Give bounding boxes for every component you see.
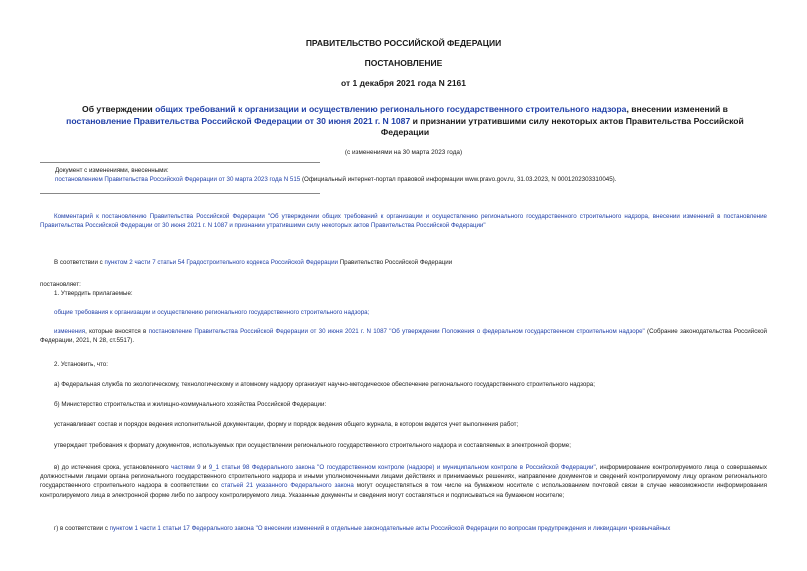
divider-bottom: [40, 193, 320, 194]
item-2b-1: устанавливает состав и порядок ведения исполнительной документации, форму и порядок ведения общего журнала, в котором ведется учет выполнения работ;: [54, 421, 519, 428]
changes-line: [55, 175, 767, 184]
divider-top: [40, 162, 320, 163]
item-1a-link[interactable]: общие требования к организации и осуществлению регионального государственного строительного надзора;: [54, 309, 370, 316]
item-2g: [40, 524, 767, 533]
item-2b: б) Министерство строительства и жилищно-коммунального хозяйства Российской Федерации:: [54, 401, 327, 408]
item-1b-link-decree[interactable]: постановление Правительства Российской Федерации от 30 июня 2021 г. N 1087 "Об утверждении Положения о федеральном государственном строительном надзоре": [148, 328, 645, 335]
basis-text: Правительство Российской Федерации: [338, 259, 453, 266]
act-date-number: от 1 декабря 2021 года N 2161: [340, 78, 467, 88]
basis-text: В соответствии с: [54, 259, 105, 266]
changes-label: Документ с изменениями, внесенными:: [55, 167, 169, 174]
item-2g-text: г) в соответствии с: [54, 525, 110, 532]
item-1b-text: , которые вносятся в: [85, 328, 149, 335]
changes-rest: (Официальный интернет-портал правовой информации www.pravo.gov.ru, 31.03.2023, N 0001202303310045).: [300, 176, 617, 184]
item-2v-link-parts-9[interactable]: частями 9: [171, 464, 201, 471]
document-title: [55, 104, 755, 139]
item-2v-text: в) до истечения срока, установленного: [54, 464, 172, 471]
comment-link[interactable]: Комментарий к постановлению Правительства Российской Федерации "Об утверждении общих требований к организации и осуществлению регионального государственного строительного надзора, внесении изменений в постановление Правительства Российской Федерации от 30 июня 2021 г. N 1087 и признании утратившими силу некоторых актов Правительства Российской Федерации": [40, 213, 767, 230]
title-part: , внесении изменений в: [626, 104, 728, 114]
item-1b-link-changes[interactable]: изменения: [54, 328, 86, 335]
government-heading: ПРАВИТЕЛЬСТВО РОССИЙСКОЙ ФЕДЕРАЦИИ: [305, 38, 502, 48]
act-type-heading: ПОСТАНОВЛЕНИЕ: [364, 58, 443, 68]
basis-paragraph: [40, 258, 767, 267]
item-2a: а) Федеральная служба по экологическому, технологическому и атомному надзору организует научно-методическое обеспечение регионального государственного строительного надзора;: [54, 381, 595, 388]
item-2v-text: могут осуществляться в том числе на бумажном носителе с использованием почтовой связи в случае невозможности информирования контролируемого лица в электронной форме либо по запросу контролируемого лица. Указанные документы и сведения могут составляться и подписываться на бумажном носителе;: [40, 482, 767, 499]
item-2v-text: и: [200, 464, 209, 471]
item-1b: [40, 327, 767, 345]
changes-link-decree-515[interactable]: постановлением Правительства Российской Федерации от 30 марта 2023 года N 515: [55, 176, 301, 184]
item-2v-link-article-98[interactable]: 9_1 статьи 98 Федерального закона "О государственном контроле (надзоре) и муниципальном контроле в Российской Федерации": [208, 464, 596, 471]
title-link-requirements[interactable]: общих требований к организации и осуществлению регионального государственного строительного надзора: [155, 104, 627, 114]
title-part: Об утверждении: [82, 104, 156, 114]
item-2b-2: утверждает требования к формату документов, используемых при осуществлении регионального государственного строительного надзора и составляемых в электронной форме;: [54, 442, 571, 449]
title-part: и признании утратившими силу некоторых актов Правительства Российской Федерации: [380, 115, 744, 137]
item-2v-link-article-21[interactable]: статьей 21 указанного Федерального закона: [221, 482, 354, 490]
basis-link-grk[interactable]: пунктом 2 части 7 статьи 54 Градостроительного кодекса Российской Федерации: [104, 259, 338, 266]
item-2: 2. Установить, что:: [54, 361, 108, 368]
item-2g-link-article-17[interactable]: пунктом 1 части 1 статьи 17 Федерального закона "О внесении изменений в отдельные законодательные акты Российской Федерации по вопросам предупреждения и ликвидации чрезвычайных: [109, 525, 671, 532]
revision-note: (с изменениями на 30 марта 2023 года): [344, 149, 463, 156]
changes-info: [55, 166, 767, 184]
title-link-decree-1087[interactable]: постановление Правительства Российской Федерации от 30 июня 2021 г. N 1087: [66, 115, 411, 126]
item-2v-text: , информирование контролируемого лица о совершаемых должностными лицами органа регионального государственного строительного надзора и иными уполномоченными лицами действиях и принимаемых решениях, направление документов и сведений контролируемому лицу органом регионального государственного строительного надзора в соответствии со: [40, 464, 767, 490]
item-2v: [40, 463, 767, 500]
decrees-word: постановляет:: [40, 281, 81, 288]
item-1b-text: (Собрание законодательства Российской Федерации, 2021, N 28, ст.5517).: [40, 328, 767, 345]
item-1: 1. Утвердить прилагаемые:: [54, 290, 133, 297]
